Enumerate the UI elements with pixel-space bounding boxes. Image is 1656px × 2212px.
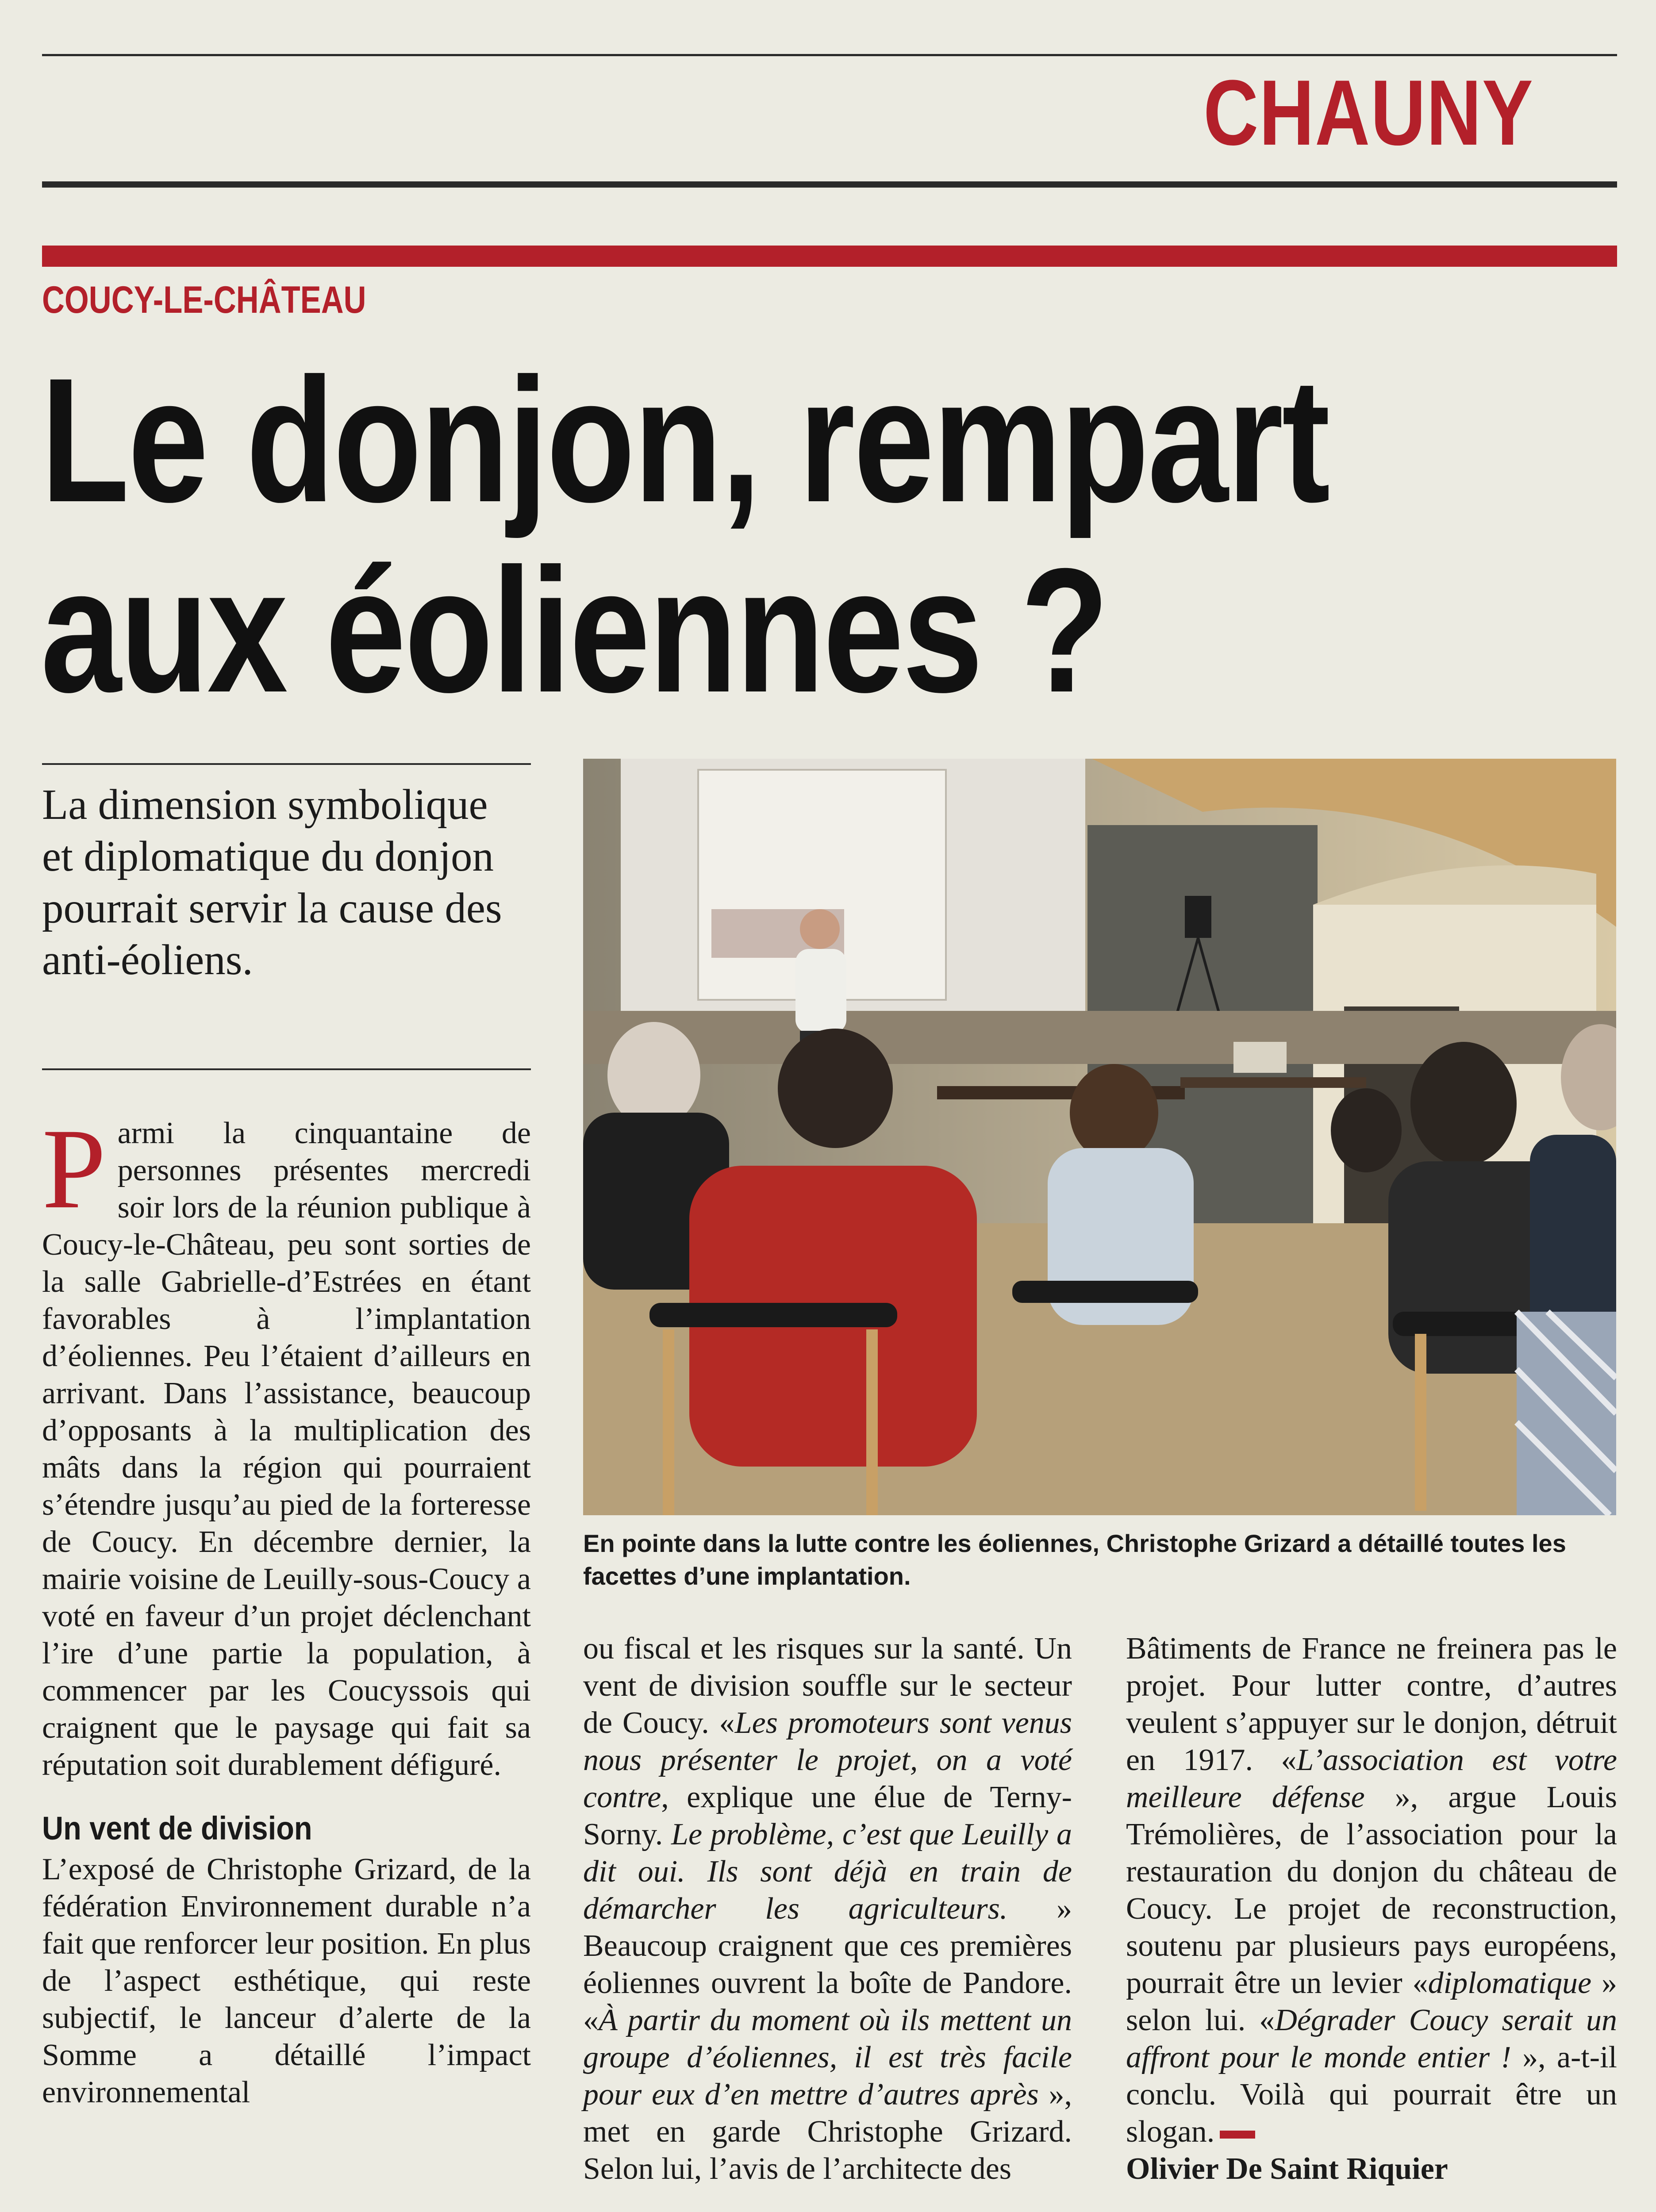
drop-cap: P bbox=[42, 1105, 106, 1233]
paragraph-intro bbox=[42, 1105, 531, 1784]
headline bbox=[41, 341, 1329, 729]
red-banner-rule bbox=[42, 246, 1617, 267]
column-3-text: Bâtiments de France ne freinera pas le projet. Pour lutter contre, d’autres veulent s’appuyer sur le donjon, détruit en 1917. «L’association est votre meilleure défense », argue Louis Trémolières, de l’association pour la restauration du donjon du château de Coucy. Le projet de reconstruction, soutenu par plusieurs pays européens, pourrait être un levier «diplomatique » selon lui. «Dégrader Coucy serait un affront pour le monde entier ! », a-t-il conclu. Voilà qui pourrait être un slogan. bbox=[1126, 1632, 1617, 2149]
article-column-2 bbox=[583, 1630, 1072, 2212]
paragraph-2: L’exposé de Christophe Grizard, de la fédération Environnement durable n’a fait que renforcer leur position. En plus de l’aspect esthétique, qui reste subjectif, le lanceur d’alerte de la Somme a détaillé l’impact environnemental bbox=[42, 1852, 531, 2109]
chapo-rule-bottom bbox=[42, 1068, 531, 1070]
section-title: CHAUNY bbox=[1203, 61, 1534, 165]
photo-caption: En pointe dans la lutte contre les éoliennes, Christophe Grizard a détaillé toutes les facettes d’une implantation. bbox=[583, 1529, 1566, 1590]
paragraph-intro-text: armi la cinquantaine de personnes présentes mercredi soir lors de la réunion publique à Coucy-le-Château, peu sont sorties de la salle Gabrielle-d’Estrées en étant favorables à l’implantation d’éoliennes. Peu l’étaient d’ailleurs en arrivant. Dans l’assistance, beaucoup d’opposants à la multiplication des mâts dans la région qui pourraient s’étendre jusqu’au pied de la forteresse de Coucy. En décembre dernier, la mairie voisine de Leuilly-sous-Coucy a voté en faveur d’un projet déclenchant l’ire d’une partie la population, à commencer par les Coucyssois qui craignent que le paysage qui fait sa réputation soit durablement défiguré. bbox=[42, 1116, 531, 1782]
headline-line-1: Le donjon, rempart bbox=[41, 341, 1329, 539]
author-byline: Olivier De Saint Riquier bbox=[1126, 2152, 1448, 2186]
conference-photo bbox=[583, 759, 1616, 1515]
article-photo bbox=[583, 759, 1616, 1515]
top-rule bbox=[42, 54, 1617, 56]
end-mark bbox=[1220, 2131, 1255, 2139]
section-rule bbox=[42, 181, 1617, 188]
headline-line-2: aux éoliennes ? bbox=[41, 531, 1108, 729]
chapo-rule-top bbox=[42, 763, 531, 765]
article-column-3 bbox=[1126, 1630, 1617, 2212]
article-column-1 bbox=[42, 1105, 531, 2212]
kicker-location: COUCY-LE-CHÂTEAU bbox=[42, 279, 366, 321]
subheading: Un vent de division bbox=[42, 1810, 312, 1847]
column-2-text: ou fiscal et les risques sur la santé. Un vent de division souffle sur le secteur de Coucy. «Les promoteurs sont venus nous présenter le projet, on a voté contre, explique une élue de Terny-Sorny. Le problème, c’est que Leuilly a dit oui. Ils sont déjà en train de démarcher les agriculteurs. » Beaucoup craignent que ces premières éoliennes ouvrent la boîte de Pandore. «À partir du moment où ils mettent un groupe d’éoliennes, il est très facile pour eux d’en mettre d’autres après », met en garde Christophe Grizard. Selon lui, l’avis de l’architecte des bbox=[583, 1632, 1072, 2186]
chapo: La dimension symbolique et diplomatique du donjon pourrait servir la cause des anti-éoliens. bbox=[42, 781, 502, 983]
